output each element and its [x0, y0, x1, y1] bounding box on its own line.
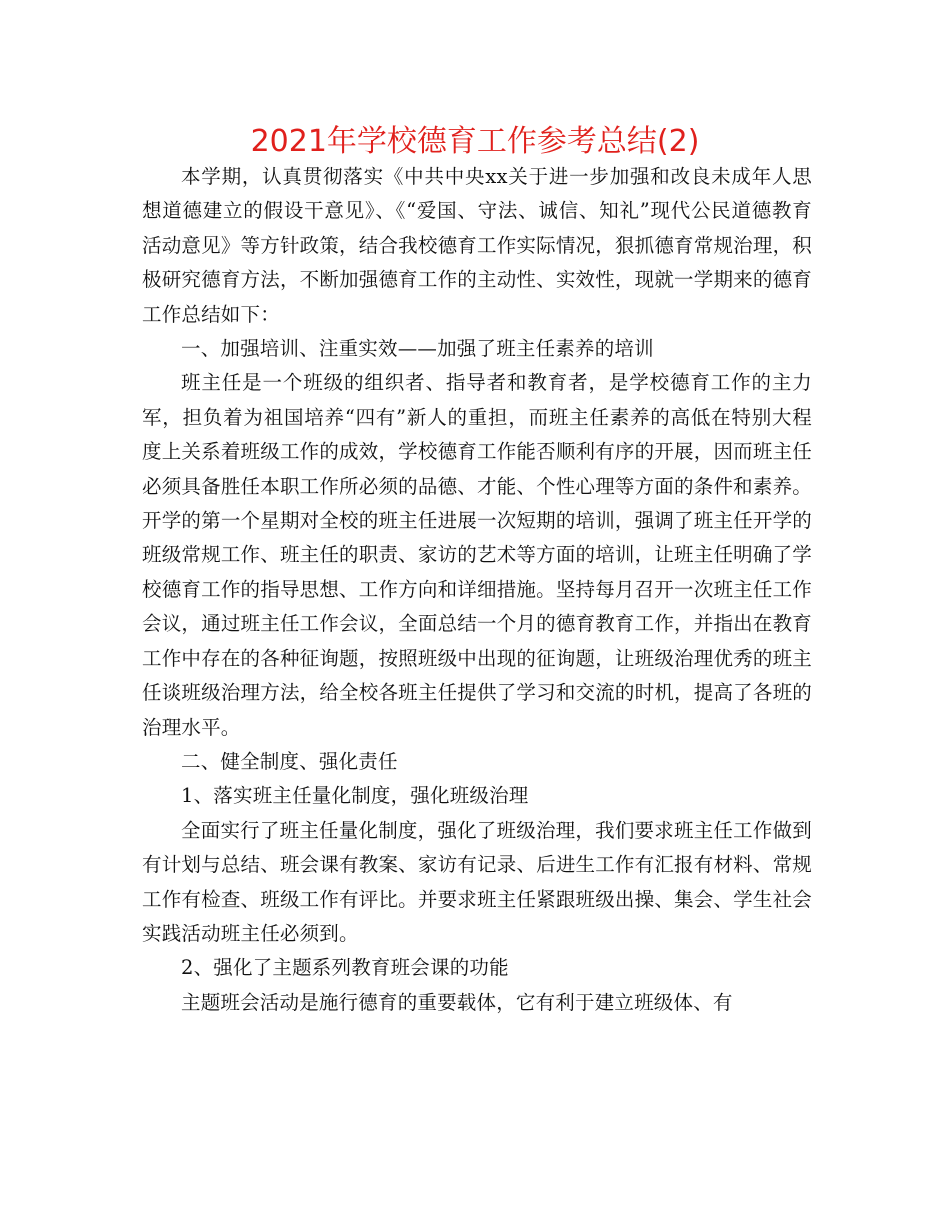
document-title: 2021年学校德育工作参考总结(2) [250, 124, 700, 159]
subsection-heading-2-1: 1、落实班主任量化制度，强化班级治理 [181, 784, 529, 808]
paragraph-training: 班主任是一个班级的组织者、指导者和教育者，是学校德育工作的主力军，担负着为祖国培养“四有”新人的重担，而班主任素养的高低在特别大程度上关系着班级工作的成效，学校德育工作能否顺利有序的开展，因而班主任必须具备胜任本职工作所必须的品德、才能、个性心理等方面的条件和素养。开学的第一个星期对全校的班主任进展一次短期的培训，强调了班主任开学的班级常规工作、班主任的职责、家访的艺术等方面的培训，让班主任明确了学校德育工作的指导思想、工作方向和详细措施。坚持每月召开一次班主任工作会议，通过班主任工作会议，全面总结一个月的德育教育工作，并指出在教育工作中存在的各种征询题，按照班级中出现的征询题，让班级治理优秀的班主任谈班级治理方法，给全校各班主任提供了学习和交流的时机，提高了各班的治理水平。 [142, 371, 812, 739]
section-heading-2: 二、健全制度、强化责任 [181, 749, 398, 773]
paragraph-intro: 本学期，认真贯彻落实《中共中央xx关于进一步加强和改良未成年人思想道德建立的假设干意见》、《“爱国、守法、诚信、知礼”现代公民道德教育活动意见》等方针政策，结合我校德育工作实际情况，狠抓德育常规治理，积极研究德育方法，不断加强德育工作的主动性、实效性，现就一学期来的德育工作总结如下： [142, 165, 812, 326]
section-heading-1: 一、加强培训、注重实效——加强了班主任素养的培训 [181, 337, 654, 361]
paragraph-quantification: 全面实行了班主任量化制度，强化了班级治理，我们要求班主任工作做到有计划与总结、班会课有教案、家访有记录、后进生工作有汇报有材料、常规工作有检查、班级工作有评比。并要求班主任紧跟班级出操、集会、学生社会实践活动班主任必须到。 [142, 818, 812, 945]
paragraph-theme-class: 主题班会活动是施行德育的重要载体，它有利于建立班级体、有 [181, 990, 733, 1014]
subsection-heading-2-2: 2、强化了主题系列教育班会课的功能 [181, 956, 509, 980]
document-body [142, 160, 812, 1020]
